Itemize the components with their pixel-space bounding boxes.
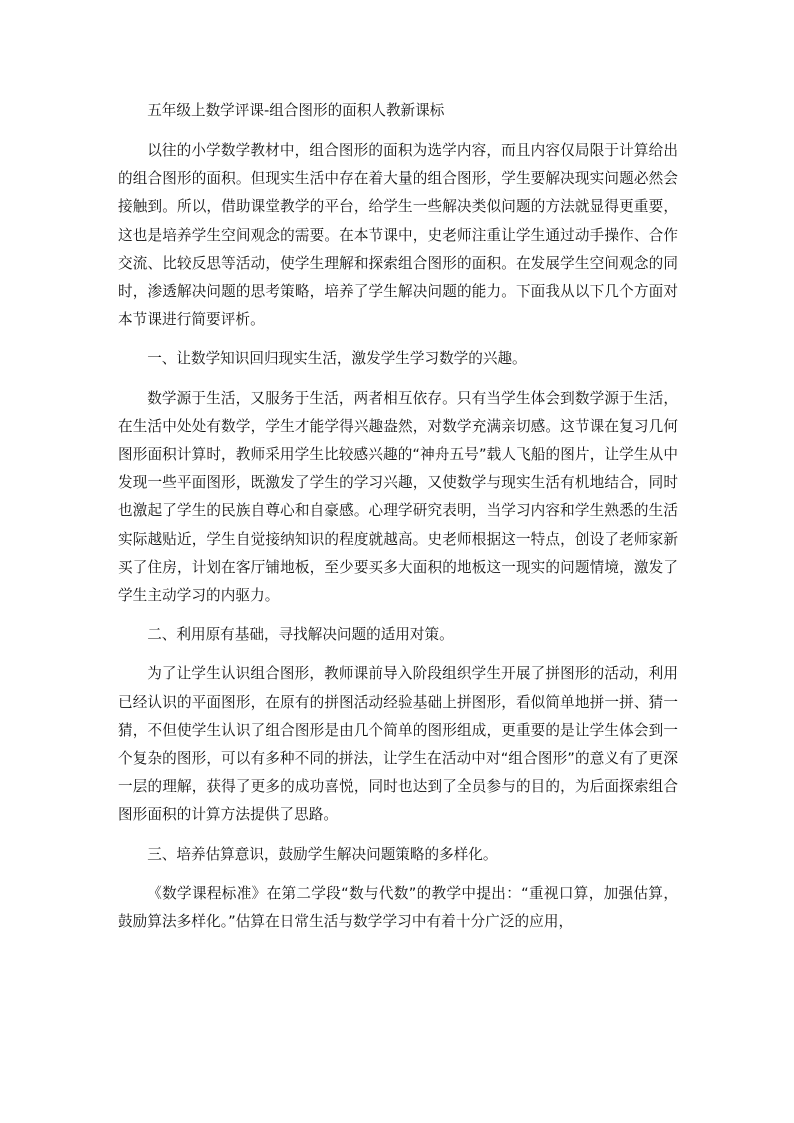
section-heading-2: 二、利用原有基础，寻找解决问题的适用对策。 xyxy=(147,626,454,644)
document-title: 五年级上数学评课-组合图形的面积人教新课标 xyxy=(147,102,445,119)
section-1-paragraph: 数学源于生活，又服务于生活，两者相互依存。只有当学生体会到数学源于生活，在生活中处处有数学，学生才能学得兴趣盎然，对数学充满亲切感。这节课在复习几何图形面积计算时，教师采用学生比较感兴趣的“神舟五号”载人飞船的图片，让学生从中发现一些平面图形，既激发了学生的学习兴趣，又使数学与现实生活有机地结合，同时也激起了学生的民族自尊心和自豪感。心理学研究表明，当学习内容和学生熟悉的生活实际越贴近，学生自觉接纳知识的程度就越高。史老师根据这一特点，创设了老师家新买了住房，计划在客厅铺地板，至少要买多大面积的地板这一现实的问题情境，激发了学生主动学习的内驱力。 xyxy=(118,389,678,605)
intro-paragraph: 以往的小学数学教材中，组合图形的面积为选学内容，而且内容仅局限于计算给出的组合图形的面积。但现实生活中存在着大量的组合图形，学生要解决现实问题必然会接触到。所以，借助课堂教学的平台，给学生一些解决类似问题的方法就显得更重要，这也是培养学生空间观念的需要。在本节课中，史老师注重让学生通过动手操作、合作交流、比较反思等活动，使学生理解和探索组合图形的面积。在发展学生空间观念的同时，渗透解决问题的思考策略，培养了学生解决问题的能力。下面我从以下几个方面对本节课进行简要评析。 xyxy=(118,142,678,329)
section-2-paragraph: 为了让学生认识组合图形，教师课前导入阶段组织学生开展了拼图形的活动，利用已经认识的平面图形，在原有的拼图活动经验基础上拼图形，看似简单地拼一拼、猜一猜，不但使学生认识了组合图形是由几个简单的图形组成，更重要的是让学生体会到一个复杂的图形，可以有多种不同的拼法，让学生在活动中对“组合图形”的意义有了更深一层的理解，获得了更多的成功喜悦，同时也达到了全员参与的目的，为后面探索组合图形面积的计算方法提供了思路。 xyxy=(118,665,678,824)
section-heading-3: 三、培养估算意识，鼓励学生解决问题策略的多样化。 xyxy=(147,845,498,863)
section-3-paragraph: 《数学课程标准》在第二学段“数与代数”的教学中提出：“重视口算，加强估算，鼓励算法多样化。”估算在日常生活与数学学习中有着十分广泛的应用， xyxy=(118,884,678,931)
section-heading-1: 一、让数学知识回归现实生活，激发学生学习数学的兴趣。 xyxy=(147,350,527,368)
